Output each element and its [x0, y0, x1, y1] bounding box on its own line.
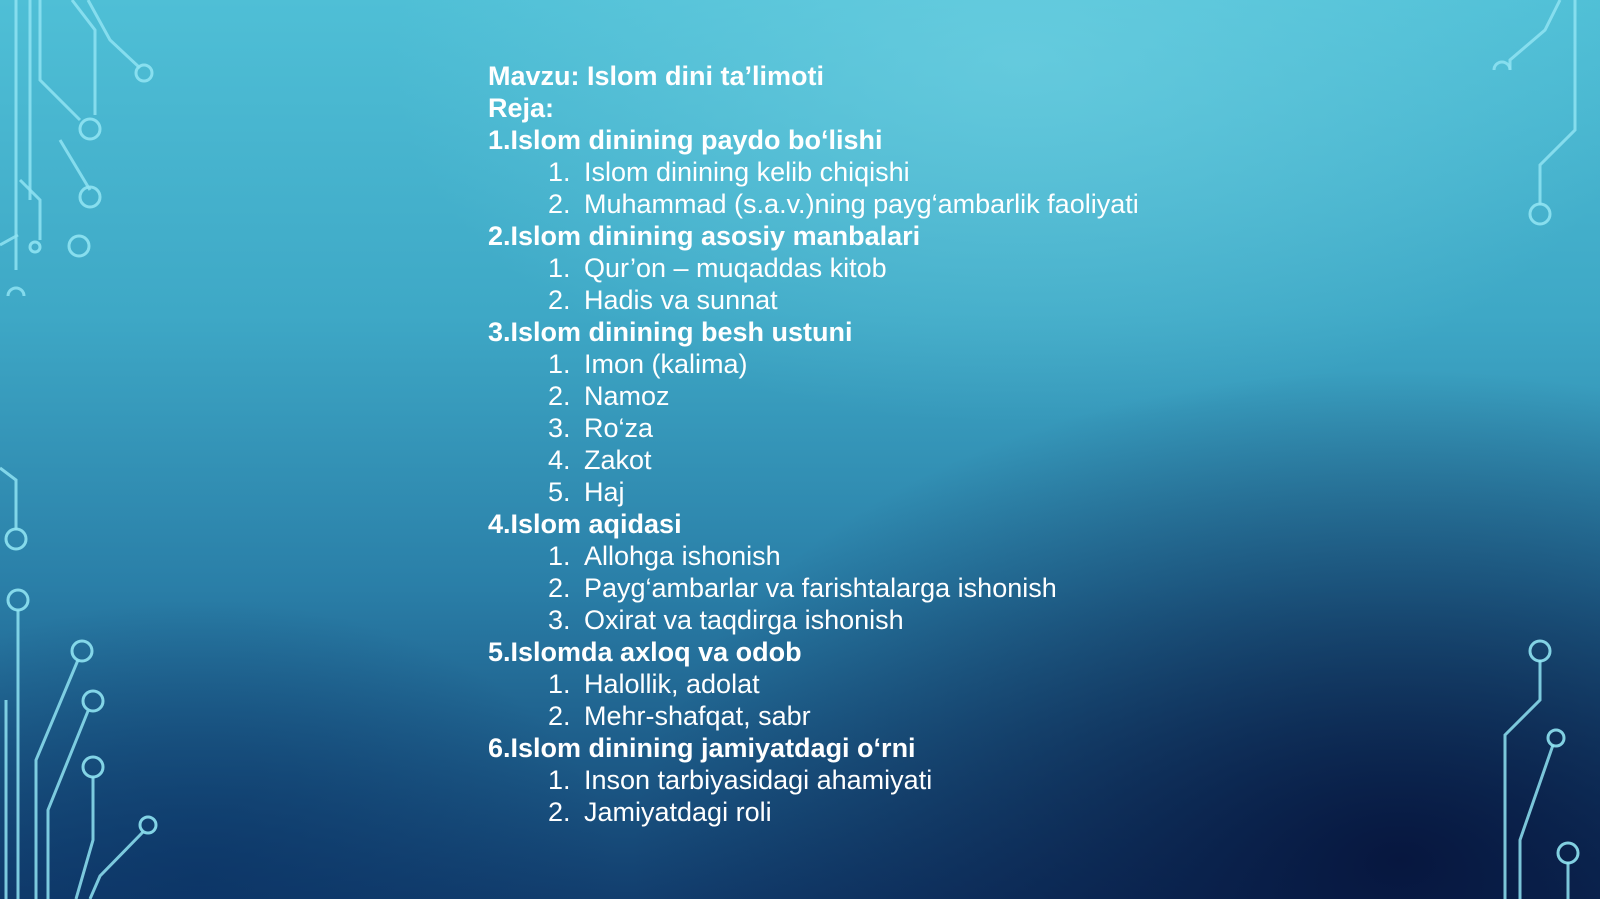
item-text: Oxirat va taqdirga ishonish: [584, 605, 904, 635]
item-text: Islom dinining kelib chiqishi: [584, 157, 910, 187]
item-number: 2.: [548, 701, 571, 731]
item-text: Hadis va sunnat: [584, 285, 778, 315]
list-item: [488, 188, 1139, 220]
section-heading: 1.Islom dinining paydo bo‘lishi: [488, 125, 883, 155]
list-item: [488, 604, 1139, 636]
list-item: [488, 540, 1139, 572]
item-text: Namoz: [584, 381, 670, 411]
item-number: 2.: [548, 189, 571, 219]
section-heading: 3.Islom dinining besh ustuni: [488, 317, 853, 347]
list-item: [488, 156, 1139, 188]
list-item: [488, 412, 1139, 444]
list-item: [488, 476, 1139, 508]
item-text: Mehr-shafqat, sabr: [584, 701, 811, 731]
item-number: 2.: [548, 285, 571, 315]
list-item: [488, 764, 1139, 796]
item-text: Imon (kalima): [584, 349, 748, 379]
item-text: Haj: [584, 477, 625, 507]
section-heading: 4.Islom aqidasi: [488, 509, 682, 539]
item-number: 1.: [548, 541, 571, 571]
item-number: 5.: [548, 477, 571, 507]
list-item: [488, 284, 1139, 316]
section-heading: 6.Islom dinining jamiyatdagi o‘rni: [488, 733, 916, 763]
section-heading: 2.Islom dinining asosiy manbalari: [488, 221, 921, 251]
plan-label: Reja:: [488, 93, 555, 123]
item-number: 1.: [548, 157, 571, 187]
item-number: 3.: [548, 413, 571, 443]
item-text: Allohga ishonish: [584, 541, 781, 571]
item-number: 2.: [548, 381, 571, 411]
item-text: Qur’on – muqaddas kitob: [584, 253, 887, 283]
item-text: Halollik, adolat: [584, 669, 760, 699]
item-number: 4.: [548, 445, 571, 475]
item-text: Jamiyatdagi roli: [584, 797, 772, 827]
item-number: 1.: [548, 669, 571, 699]
item-text: Muhammad (s.a.v.)ning payg‘ambarlik faoliyati: [584, 189, 1139, 219]
item-text: Ro‘za: [584, 413, 654, 443]
list-item: [488, 252, 1139, 284]
list-item: [488, 348, 1139, 380]
list-item: [488, 444, 1139, 476]
slide-title: Mavzu: Islom dini ta’limoti: [488, 61, 825, 91]
item-number: 2.: [548, 573, 571, 603]
list-item: [488, 380, 1139, 412]
item-text: Payg‘ambarlar va farishtalarga ishonish: [584, 573, 1057, 603]
list-item: [488, 796, 1139, 828]
item-text: Zakot: [584, 445, 652, 475]
item-number: 2.: [548, 797, 571, 827]
slide-content: [488, 60, 1139, 828]
item-text: Inson tarbiyasidagi ahamiyati: [584, 765, 933, 795]
item-number: 1.: [548, 765, 571, 795]
list-item: [488, 572, 1139, 604]
item-number: 1.: [548, 253, 571, 283]
list-item: [488, 668, 1139, 700]
item-number: 3.: [548, 605, 571, 635]
list-item: [488, 700, 1139, 732]
item-number: 1.: [548, 349, 571, 379]
section-heading: 5.Islomda axloq va odob: [488, 637, 802, 667]
